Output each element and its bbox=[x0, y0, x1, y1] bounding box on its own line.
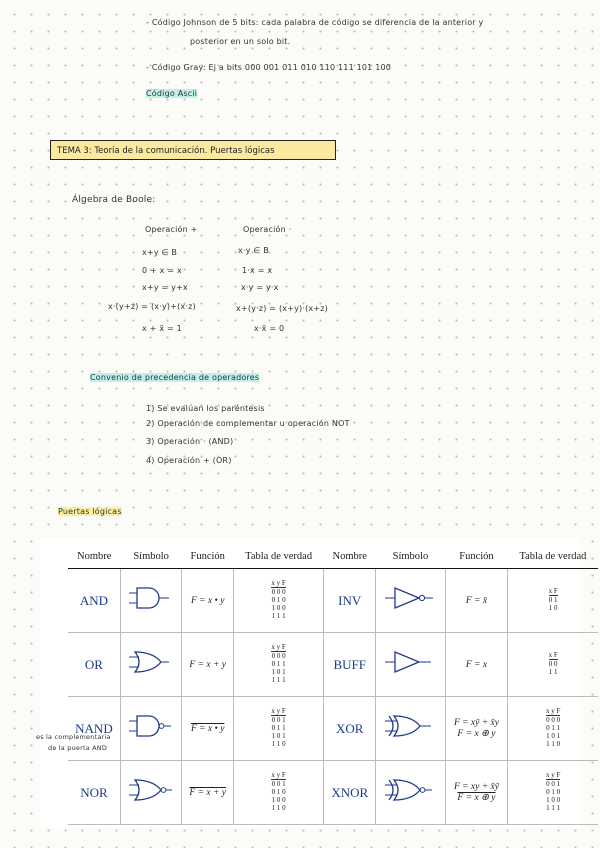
tt-row: 0 1 bbox=[548, 595, 558, 604]
gate-function bbox=[445, 761, 508, 825]
truth-table bbox=[234, 697, 324, 761]
tt-header: x y F bbox=[271, 770, 286, 779]
algebra-row-4b: x+(y·z) = (x+y)·(x+z) bbox=[236, 304, 328, 313]
tt-row: 0 0 1 bbox=[271, 715, 286, 724]
tt-header: x y F bbox=[545, 770, 561, 779]
tt-row: 1 1 1 bbox=[271, 675, 286, 684]
precedence-item-3: 3) Operación · (AND) bbox=[146, 437, 234, 446]
function-line-1: F = xȳ + x̄y bbox=[453, 718, 499, 728]
truth-table bbox=[508, 633, 598, 697]
algebra-row-1a: x+y ∈ B bbox=[142, 248, 178, 257]
table-row bbox=[68, 761, 598, 825]
tt-row: 0 1 0 bbox=[271, 787, 286, 796]
table-row bbox=[68, 569, 598, 633]
tt-header: x y F bbox=[271, 578, 286, 587]
tt-row: 0 1 0 bbox=[546, 787, 561, 796]
algebra-col1-title: Operación + bbox=[145, 225, 198, 234]
inverter-gate-icon bbox=[376, 569, 445, 633]
tt-row: 1 0 bbox=[548, 603, 558, 612]
tt-row: 1 0 0 bbox=[271, 603, 286, 612]
tt-header: x F bbox=[548, 586, 558, 595]
function-line-2: F = x ⊕ y bbox=[457, 729, 496, 739]
th-name-1: Nombre bbox=[68, 544, 120, 569]
side-note-2: de la puerta AND bbox=[48, 744, 108, 752]
tt-row: 0 1 1 bbox=[546, 723, 561, 732]
tt-row: 1 0 1 bbox=[546, 731, 561, 740]
th-function-1: Función bbox=[182, 544, 234, 569]
tt-row: 1 0 1 bbox=[271, 731, 286, 740]
algebra-col2-title: Operación · bbox=[243, 225, 292, 234]
truth-table bbox=[234, 633, 324, 697]
gate-name: BUFF bbox=[324, 633, 376, 697]
nor-gate-icon bbox=[120, 761, 181, 825]
topic-title: TEMA 3: Teoría de la comunicación. Puertas lógicas bbox=[50, 140, 336, 160]
truth-table bbox=[234, 569, 324, 633]
gate-name: NAND bbox=[68, 697, 120, 761]
algebra-row-2b: 1·x = x bbox=[242, 266, 273, 275]
tt-row: 0 0 1 bbox=[546, 779, 561, 788]
note-ascii: Código Ascii bbox=[146, 89, 198, 98]
gate-function bbox=[445, 697, 508, 761]
function-text: F = x • y bbox=[190, 723, 225, 734]
tt-header: x y F bbox=[271, 642, 286, 651]
tt-row: 0 1 0 bbox=[271, 595, 286, 604]
th-symbol-1: Símbolo bbox=[120, 544, 181, 569]
tt-row: 0 1 1 bbox=[271, 659, 286, 668]
tt-header: x y F bbox=[545, 706, 561, 715]
algebra-row-2a: 0 + x = x bbox=[142, 266, 182, 275]
tt-row: 0 0 0 bbox=[271, 651, 286, 660]
gate-name: AND bbox=[68, 569, 120, 633]
gate-name: XNOR bbox=[324, 761, 376, 825]
nand-gate-icon bbox=[120, 697, 181, 761]
gate-name: OR bbox=[68, 633, 120, 697]
table-header bbox=[68, 544, 598, 569]
gate-name: NOR bbox=[68, 761, 120, 825]
precedence-item-4: 4) Operación + (OR) bbox=[146, 456, 232, 465]
function-line-1: F = xy + x̄ȳ bbox=[453, 782, 499, 792]
th-symbol-2: Símbolo bbox=[376, 544, 445, 569]
tt-row: 1 0 0 bbox=[546, 795, 561, 804]
tt-row: 1 1 1 bbox=[271, 611, 286, 620]
tt-row: 1 1 0 bbox=[271, 739, 286, 748]
gates-table bbox=[40, 538, 587, 828]
tt-header: x y F bbox=[271, 706, 286, 715]
algebra-row-5b: x·x̄ = 0 bbox=[254, 324, 285, 333]
tt-row: 1 0 0 bbox=[271, 795, 286, 804]
note-johnson-2: posterior en un solo bit. bbox=[190, 37, 291, 46]
gate-function: F = x̄ bbox=[445, 569, 508, 633]
th-function-2: Función bbox=[445, 544, 508, 569]
xor-gate-icon bbox=[376, 697, 445, 761]
tt-row: 0 1 1 bbox=[271, 723, 286, 732]
algebra-row-4a: x·(y+z) = (x·y)+(x·z) bbox=[108, 302, 196, 311]
note-johnson: - Código Johnson de 5 bits: cada palabra de código se diferencia de la anterior y bbox=[146, 18, 484, 27]
note-gray: - Código Gray: Ej a bits 000 001 011 010 110 111 101 100 bbox=[146, 63, 392, 72]
xnor-gate-icon bbox=[376, 761, 445, 825]
function-line-2: F = x ⊕ y bbox=[457, 793, 496, 803]
algebra-row-5a: x + x̄ = 1 bbox=[142, 324, 182, 333]
gate-name: INV bbox=[324, 569, 376, 633]
gates-heading: Puertas lógicas bbox=[58, 507, 122, 516]
th-truth-1: Tabla de verdad bbox=[234, 544, 324, 569]
truth-table bbox=[234, 761, 324, 825]
function-text: F = x + y bbox=[189, 787, 226, 798]
precedence-heading: Convenio de precedencia de operadores bbox=[90, 373, 260, 382]
algebra-row-1b: x·y ∈ B bbox=[238, 246, 269, 255]
tt-row: 0 0 0 bbox=[271, 587, 286, 596]
tt-row: 0 0 bbox=[548, 659, 558, 668]
precedence-item-2: 2) Operación de complementar u operación NOT bbox=[146, 419, 350, 428]
precedence-item-1: 1) Se evalúan los paréntesis bbox=[146, 404, 265, 413]
tt-row: 1 1 1 bbox=[546, 803, 561, 812]
tt-header: x F bbox=[548, 650, 558, 659]
tt-row: 1 1 bbox=[548, 667, 558, 676]
th-truth-2: Tabla de verdad bbox=[508, 544, 598, 569]
side-note-1: es la complementaria bbox=[36, 733, 111, 741]
algebra-row-3a: x+y = y+x bbox=[142, 283, 188, 292]
gate-function bbox=[182, 697, 234, 761]
algebra-heading: Álgebra de Boole: bbox=[72, 195, 156, 205]
algebra-row-3b: x·y = y·x bbox=[241, 283, 279, 292]
th-name-2: Nombre bbox=[324, 544, 376, 569]
and-gate-icon bbox=[120, 569, 181, 633]
gate-function bbox=[182, 761, 234, 825]
tt-row: 1 1 0 bbox=[271, 803, 286, 812]
tt-row: 1 1 0 bbox=[546, 739, 561, 748]
or-gate-icon bbox=[120, 633, 181, 697]
gate-function: F = x bbox=[445, 633, 508, 697]
table-row bbox=[68, 697, 598, 761]
buffer-gate-icon bbox=[376, 633, 445, 697]
tt-row: 1 0 1 bbox=[271, 667, 286, 676]
truth-table bbox=[508, 569, 598, 633]
truth-table bbox=[508, 697, 598, 761]
gate-name: XOR bbox=[324, 697, 376, 761]
tt-row: 0 0 1 bbox=[271, 779, 286, 788]
truth-table bbox=[508, 761, 598, 825]
gate-function: F = x • y bbox=[182, 569, 234, 633]
gate-function: F = x + y bbox=[182, 633, 234, 697]
table-row bbox=[68, 633, 598, 697]
tt-row: 0 0 0 bbox=[546, 715, 561, 724]
